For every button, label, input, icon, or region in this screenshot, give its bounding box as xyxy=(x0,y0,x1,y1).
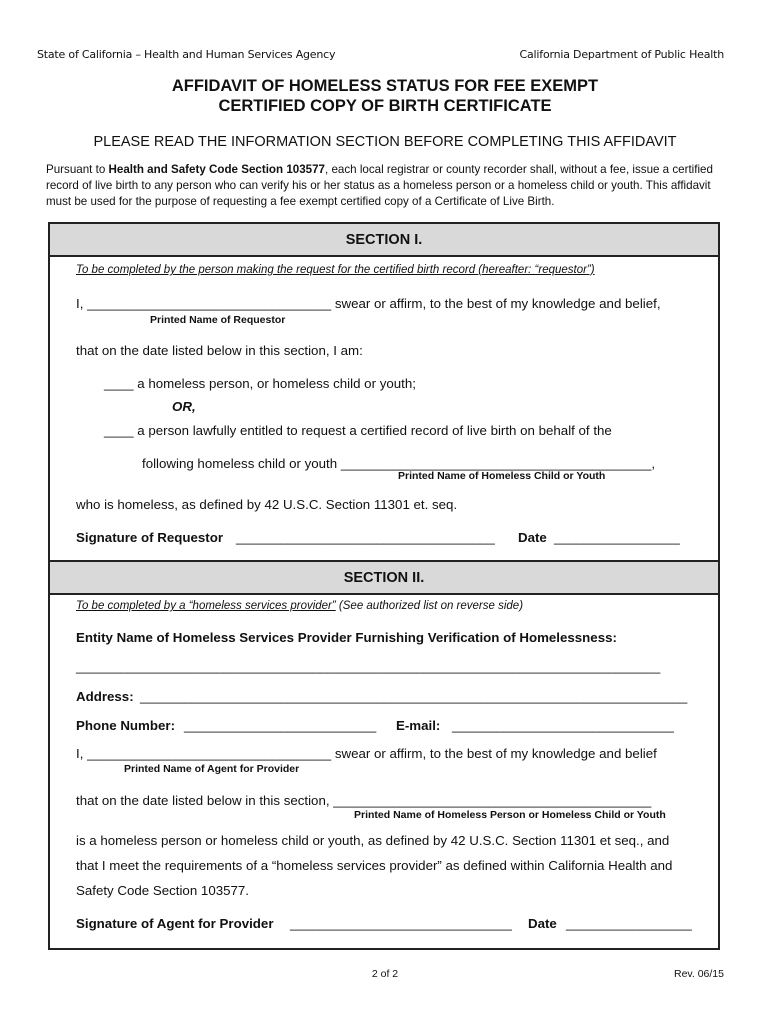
section-1-that-line: that on the date listed below in this section, I am: xyxy=(76,343,363,358)
phone-field[interactable]: __________________________ xyxy=(184,718,377,733)
section-2-heading: SECTION II. xyxy=(50,562,718,595)
agency-header: State of California – Health and Human Services Agency xyxy=(37,48,336,61)
homeless-person-caption: Printed Name of Homeless Person or Homeless Child or Youth xyxy=(354,809,666,821)
title-line-2: CERTIFIED COPY OF BIRTH CERTIFICATE xyxy=(218,97,552,115)
department-header: California Department of Public Health xyxy=(519,48,724,61)
or-label: OR, xyxy=(172,399,196,414)
requestor-name-caption: Printed Name of Requestor xyxy=(150,314,286,326)
option-on-behalf[interactable]: ____ a person lawfully entitled to request a certified record of live birth on behalf of the xyxy=(104,423,612,438)
requestor-signature-field[interactable]: ___________________________________ xyxy=(236,530,495,545)
intro-prefix: Pursuant to xyxy=(46,163,109,176)
agent-name-caption: Printed Name of Agent for Provider xyxy=(124,763,300,775)
definition-line: is a homeless person or homeless child or youth, as defined by 42 U.S.C. Section 11301 et seq., and xyxy=(76,833,670,848)
requestor-signature-label: Signature of Requestor xyxy=(76,530,224,545)
requirements-line: that I meet the requirements of a “homeless services provider” as defined within California Health and xyxy=(76,858,673,873)
section-1-instruction: To be completed by the person making the request for the certified birth record (hereafter: “requestor”) xyxy=(76,264,595,276)
section-2-box xyxy=(48,560,720,950)
phone-label: Phone Number: xyxy=(76,718,175,733)
child-name-line[interactable]: following homeless child or youth __________________________________________, xyxy=(142,456,656,471)
title-line-1: AFFIDAVIT OF HOMELESS STATUS FOR FEE EXEMPT xyxy=(171,77,599,95)
email-field[interactable]: ______________________________ xyxy=(452,718,674,733)
section-1-box xyxy=(48,222,720,562)
option-homeless-person[interactable]: ____ a homeless person, or homeless child or youth; xyxy=(104,376,416,391)
requestor-date-label: Date xyxy=(518,530,547,545)
form-title xyxy=(0,76,770,116)
address-field[interactable]: __________________________________________________________________________ xyxy=(140,689,688,704)
safety-code-line: Safety Code Section 103577. xyxy=(76,883,249,898)
child-name-caption: Printed Name of Homeless Child or Youth xyxy=(398,470,606,482)
agent-signature-label: Signature of Agent for Provider xyxy=(76,916,274,931)
entity-name-field[interactable]: _______________________________________________________________________________ xyxy=(76,659,661,674)
homeless-definition-line: who is homeless, as defined by 42 U.S.C. Section 11301 et. seq. xyxy=(76,497,458,512)
code-reference: Health and Safety Code Section 103577 xyxy=(108,163,326,176)
page-number: 2 of 2 xyxy=(371,968,399,980)
address-label: Address: xyxy=(76,689,134,704)
intro-paragraph xyxy=(46,162,730,210)
revision-label: Rev. 06/15 xyxy=(673,968,724,980)
intro-rest: , each local registrar or county recorder shall, without a fee, issue a certified record of live birth to any person who can verify his or her status as a homeless person or a homeless child or youth. This affidavit must be used for the purpose of requesting a fee exempt certified copy of a Certificate of Live Birth. xyxy=(46,163,713,208)
entity-name-label: Entity Name of Homeless Services Provider Furnishing Verification of Homelessness: xyxy=(76,630,617,645)
agent-date-label: Date xyxy=(528,916,557,931)
agent-signature-field[interactable]: ______________________________ xyxy=(290,916,512,931)
please-read-notice: PLEASE READ THE INFORMATION SECTION BEFORE COMPLETING THIS AFFIDAVIT xyxy=(93,134,677,150)
section-1-heading: SECTION I. xyxy=(50,224,718,257)
requestor-name-line[interactable]: I, _________________________________ swear or affirm, to the best of my knowledge and belief, xyxy=(76,296,661,311)
agent-date-field[interactable]: _________________ xyxy=(566,916,692,931)
agent-name-line[interactable]: I, _________________________________ swear or affirm, to the best of my knowledge and belief xyxy=(76,746,657,761)
section-2-instruction: To be completed by a “homeless services provider” (See authorized list on reverse side) xyxy=(76,600,524,612)
email-label: E-mail: xyxy=(396,718,441,733)
requestor-date-field[interactable]: _________________ xyxy=(554,530,680,545)
homeless-person-name-line[interactable]: that on the date listed below in this section, ___________________________________________ xyxy=(76,793,652,808)
